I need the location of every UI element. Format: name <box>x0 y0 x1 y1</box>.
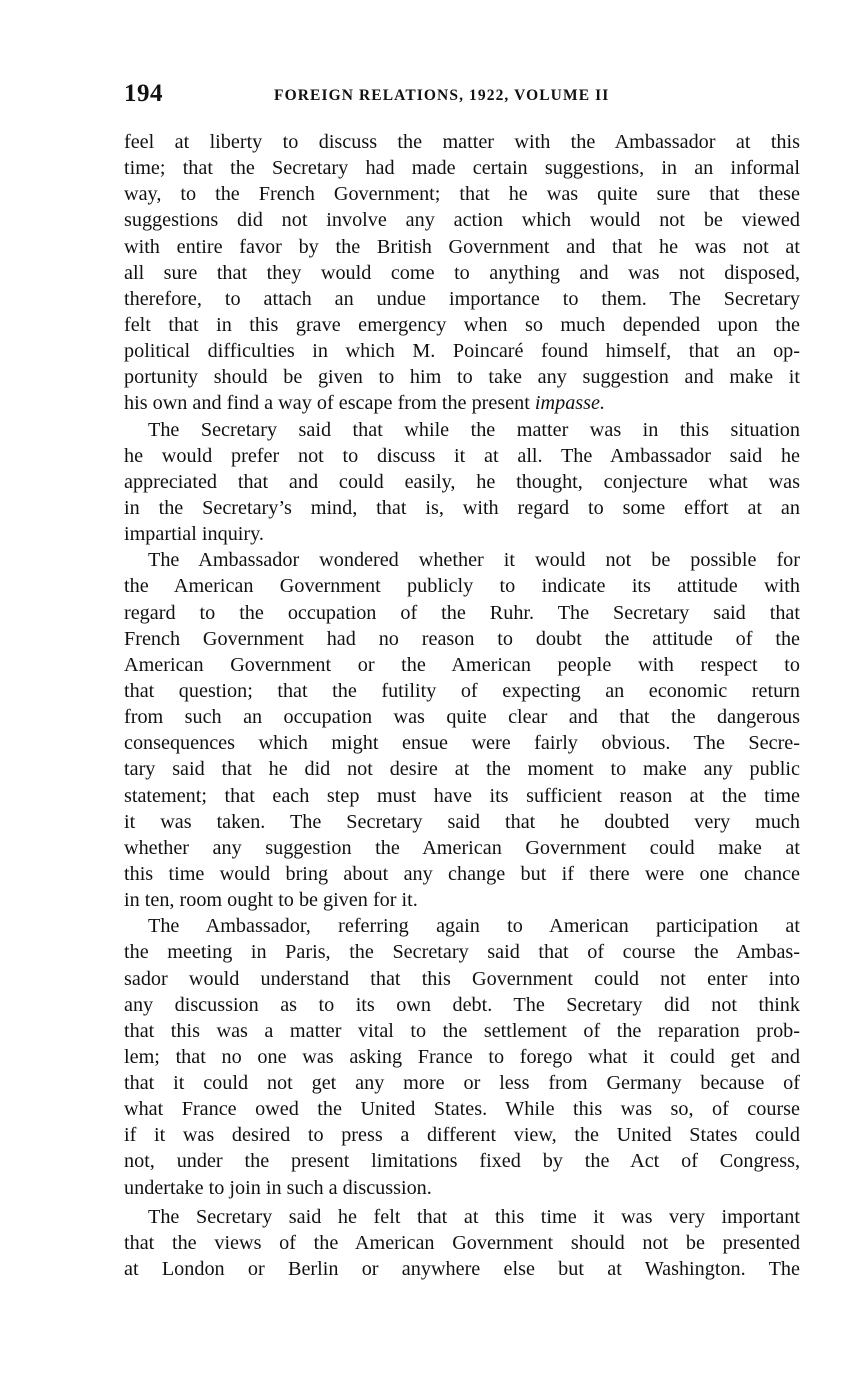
text-line: felt that in this grave emergency when so much depended upon the <box>124 313 800 336</box>
text-line: The Ambassador, referring again to American participation at <box>148 915 800 938</box>
text-line: tary said that he did not desire at the moment to make any public <box>124 758 800 781</box>
text-line: that the views of the American Government should not be presented <box>124 1231 800 1254</box>
text-line: that question; that the futility of expecting an economic return <box>124 679 800 702</box>
text-line: if it was desired to press a different view, the United States could <box>124 1124 800 1147</box>
text-line: statement; that each step must have its sufficient reason at the time <box>124 784 800 807</box>
text-line: The Secretary said he felt that at this time it was very important <box>148 1205 800 1228</box>
text-line: whether any suggestion the American Government could make at <box>124 836 800 859</box>
page-number: 194 <box>124 80 163 107</box>
text-line: in ten, room ought to be given for it. <box>124 889 418 912</box>
text-line: he would prefer not to discuss it at all. The Ambassador said he <box>124 444 800 467</box>
paragraph <box>124 913 800 1201</box>
text-line: the American Government publicly to indicate its attitude with <box>124 575 800 598</box>
text-line: his own and find a way of escape from the present impasse. <box>124 392 606 415</box>
paragraph <box>124 1204 800 1282</box>
running-title: FOREIGN RELATIONS, 1922, VOLUME II <box>274 87 610 104</box>
text-line: portunity should be given to him to take any suggestion and make it <box>124 366 800 389</box>
paragraph <box>124 129 800 417</box>
text-line: appreciated that and could easily, he thought, conjecture what was <box>124 470 800 493</box>
text-line: consequences which might ensue were fairly obvious. The Secre- <box>124 732 800 755</box>
text-line: it was taken. The Secretary said that he doubted very much <box>124 810 800 833</box>
paragraph <box>124 417 800 548</box>
text-line: French Government had no reason to doubt the attitude of the <box>124 627 800 650</box>
text-line: that it could not get any more or less from Germany because of <box>124 1072 800 1095</box>
text-line: political difficulties in which M. Poincaré found himself, that an op- <box>124 340 800 363</box>
text-line: time; that the Secretary had made certain suggestions, in an informal <box>124 157 800 180</box>
text-line: undertake to join in such a discussion. <box>124 1176 432 1199</box>
body-text <box>124 129 800 1282</box>
text-line: way, to the French Government; that he was quite sure that these <box>124 183 800 206</box>
text-line: suggestions did not involve any action which would not be viewed <box>124 209 800 232</box>
text-line: regard to the occupation of the Ruhr. The Secretary said that <box>124 601 800 624</box>
paragraph <box>124 547 800 913</box>
text-line: in the Secretary’s mind, that is, with regard to some effort at an <box>124 496 800 519</box>
text-line: American Government or the American people with respect to <box>124 653 800 676</box>
text-line: from such an occupation was quite clear and that the dangerous <box>124 706 800 729</box>
text-line: this time would bring about any change but if there were one chance <box>124 862 800 885</box>
text-line: The Ambassador wondered whether it would not be possible for <box>148 549 800 572</box>
text-line: at London or Berlin or anywhere else but at Washington. The <box>124 1258 800 1281</box>
text-line: therefore, to attach an undue importance to them. The Secretary <box>124 287 800 310</box>
text-line: any discussion as to its own debt. The Secretary did not think <box>124 993 800 1016</box>
text-line: The Secretary said that while the matter was in this situation <box>148 418 800 441</box>
text-line: lem; that no one was asking France to forego what it could get and <box>124 1045 800 1068</box>
text-line: not, under the present limitations fixed by the Act of Congress, <box>124 1150 800 1173</box>
text-line: all sure that they would come to anything and was not disposed, <box>124 261 800 284</box>
text-line: feel at liberty to discuss the matter with the Ambassador at this <box>124 131 800 153</box>
running-head <box>124 80 800 112</box>
text-line: with entire favor by the British Government and that he was not at <box>124 235 800 258</box>
text-line: the meeting in Paris, the Secretary said that of course the Ambas- <box>124 941 800 964</box>
text-line: that this was a matter vital to the settlement of the reparation prob- <box>124 1019 800 1042</box>
text-line: sador would understand that this Government could not enter into <box>124 967 800 990</box>
text-line: impartial inquiry. <box>124 523 264 546</box>
text-line: what France owed the United States. While this was so, of course <box>124 1098 800 1121</box>
